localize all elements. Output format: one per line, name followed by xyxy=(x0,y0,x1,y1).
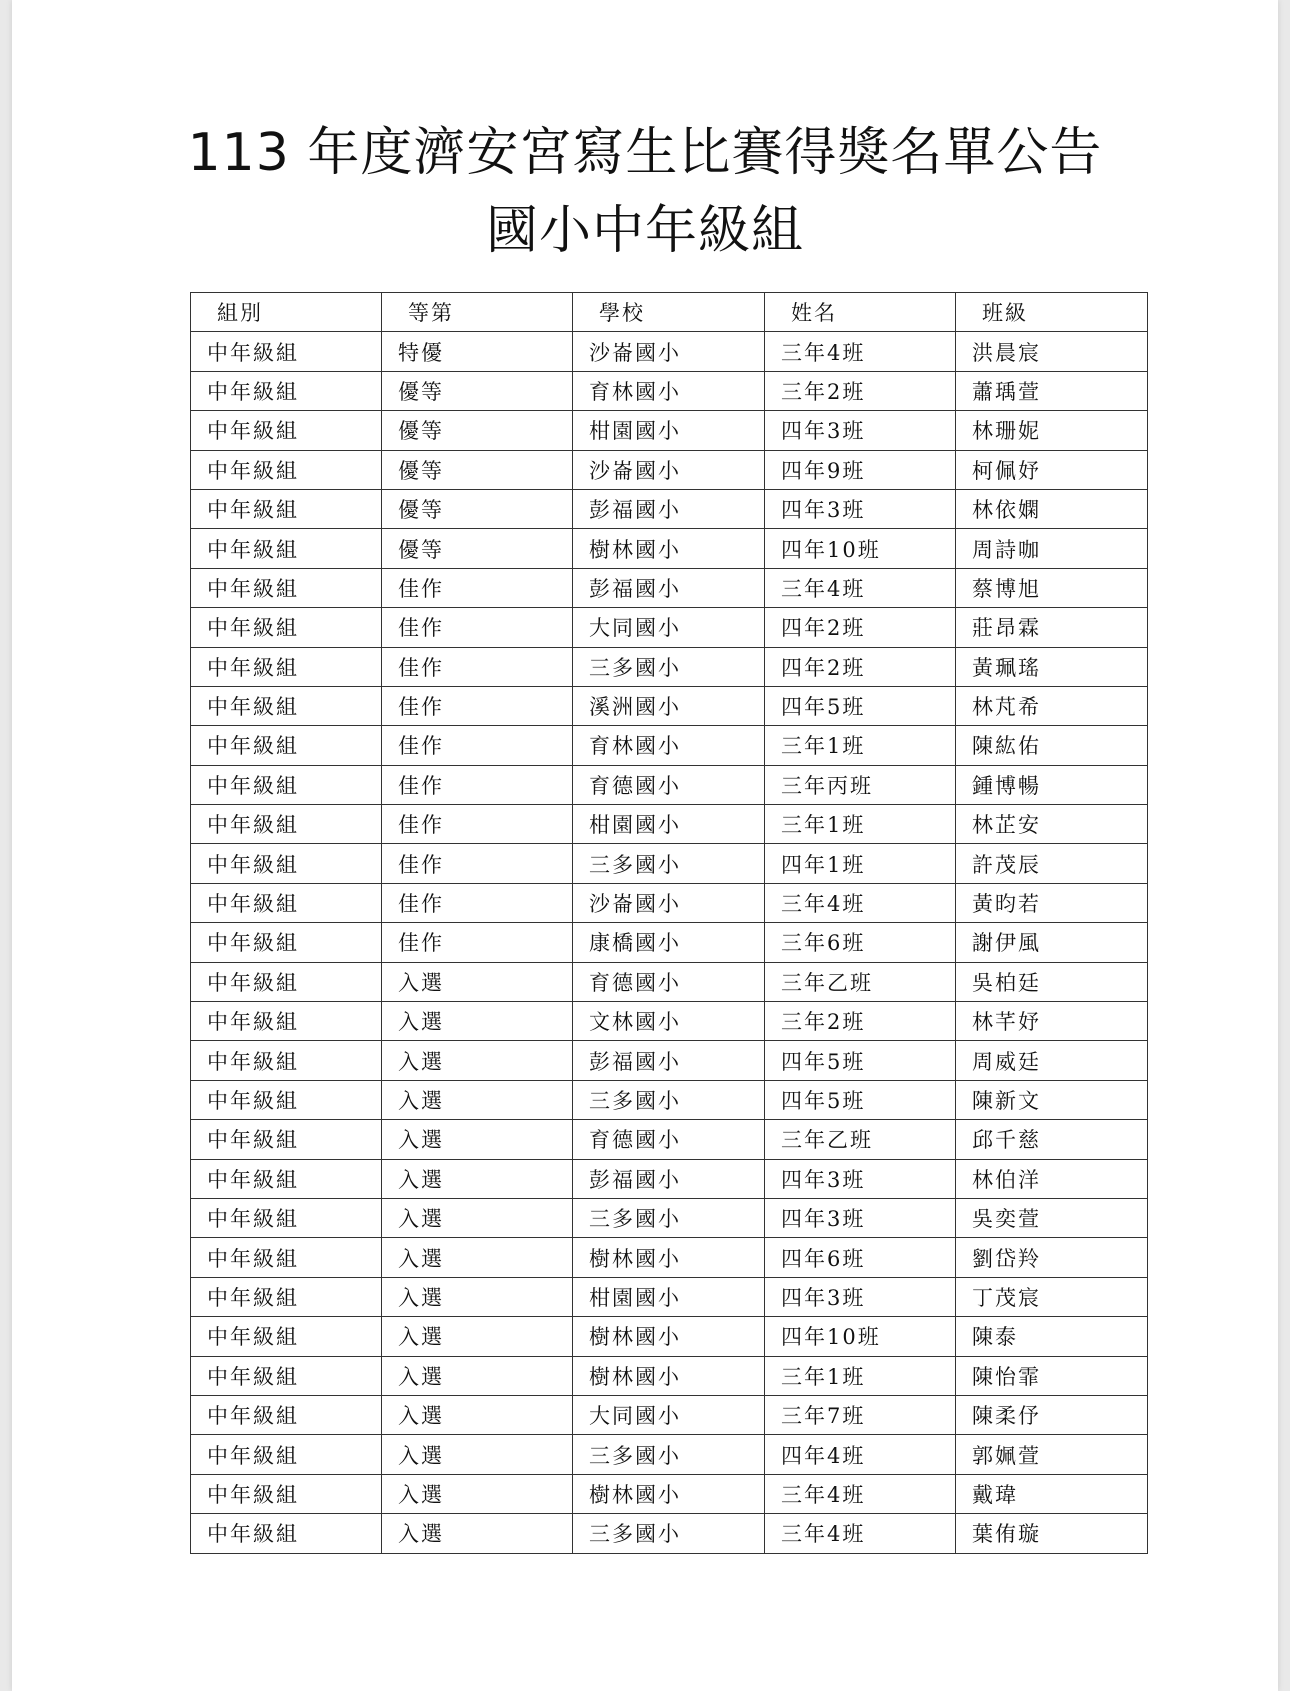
table-row xyxy=(191,1238,1148,1277)
cell-class-name: 三年乙班 xyxy=(765,962,956,1001)
cell-student-name: 洪晨宸 xyxy=(956,332,1148,371)
table-row xyxy=(191,805,1148,844)
cell-student-name: 林芃希 xyxy=(956,686,1148,725)
table-row xyxy=(191,411,1148,450)
cell-student-name: 林依嫻 xyxy=(956,489,1148,528)
table-row xyxy=(191,1435,1148,1474)
cell-school: 育德國小 xyxy=(573,765,765,804)
cell-group: 中年級組 xyxy=(191,1435,382,1474)
table-row xyxy=(191,568,1148,607)
cell-group: 中年級組 xyxy=(191,1474,382,1513)
table-row xyxy=(191,1317,1148,1356)
cell-group: 中年級組 xyxy=(191,608,382,647)
cell-rank: 優等 xyxy=(382,371,573,410)
cell-school: 樹林國小 xyxy=(573,1356,765,1395)
cell-class-name: 四年3班 xyxy=(765,489,956,528)
cell-student-name: 周詩咖 xyxy=(956,529,1148,568)
cell-school: 彭福國小 xyxy=(573,1159,765,1198)
cell-class-name: 三年2班 xyxy=(765,371,956,410)
cell-student-name: 謝伊風 xyxy=(956,923,1148,962)
table-row xyxy=(191,726,1148,765)
cell-student-name: 黃珮瑤 xyxy=(956,647,1148,686)
cell-school: 沙崙國小 xyxy=(573,450,765,489)
cell-student-name: 林芊妤 xyxy=(956,1002,1148,1041)
cell-rank: 入選 xyxy=(382,1317,573,1356)
table-row xyxy=(191,1395,1148,1434)
cell-class-name: 三年7班 xyxy=(765,1395,956,1434)
cell-student-name: 丁茂宸 xyxy=(956,1277,1148,1316)
cell-rank: 佳作 xyxy=(382,844,573,883)
cell-school: 育林國小 xyxy=(573,726,765,765)
document-page xyxy=(12,0,1278,1691)
table-row xyxy=(191,647,1148,686)
cell-group: 中年級組 xyxy=(191,765,382,804)
cell-class-name: 四年4班 xyxy=(765,1435,956,1474)
cell-school: 溪洲國小 xyxy=(573,686,765,725)
cell-class-name: 四年6班 xyxy=(765,1238,956,1277)
cell-rank: 優等 xyxy=(382,529,573,568)
award-list-table xyxy=(190,292,1148,1554)
cell-rank: 優等 xyxy=(382,489,573,528)
header-school: 學校 xyxy=(573,293,765,332)
cell-school: 沙崙國小 xyxy=(573,883,765,922)
cell-school: 三多國小 xyxy=(573,1435,765,1474)
cell-rank: 入選 xyxy=(382,1238,573,1277)
document-title: 113 年度濟安宮寫生比賽得獎名單公告 xyxy=(187,123,1103,183)
cell-school: 柑園國小 xyxy=(573,1277,765,1316)
cell-student-name: 陳怡霏 xyxy=(956,1356,1148,1395)
cell-rank: 佳作 xyxy=(382,923,573,962)
header-class: 班級 xyxy=(956,293,1148,332)
cell-school: 三多國小 xyxy=(573,647,765,686)
table-row xyxy=(191,529,1148,568)
header-name: 姓名 xyxy=(765,293,956,332)
table-row xyxy=(191,1120,1148,1159)
header-group: 組別 xyxy=(191,293,382,332)
cell-rank: 入選 xyxy=(382,1198,573,1237)
cell-school: 三多國小 xyxy=(573,844,765,883)
cell-rank: 入選 xyxy=(382,1002,573,1041)
table-row xyxy=(191,1041,1148,1080)
cell-group: 中年級組 xyxy=(191,332,382,371)
cell-group: 中年級組 xyxy=(191,1159,382,1198)
cell-rank: 入選 xyxy=(382,1041,573,1080)
cell-rank: 佳作 xyxy=(382,568,573,607)
cell-group: 中年級組 xyxy=(191,1080,382,1119)
table-body xyxy=(191,332,1148,1553)
cell-class-name: 四年5班 xyxy=(765,1080,956,1119)
cell-rank: 入選 xyxy=(382,962,573,1001)
cell-group: 中年級組 xyxy=(191,568,382,607)
cell-school: 沙崙國小 xyxy=(573,332,765,371)
cell-student-name: 莊昂霖 xyxy=(956,608,1148,647)
cell-group: 中年級組 xyxy=(191,1238,382,1277)
cell-group: 中年級組 xyxy=(191,726,382,765)
cell-school: 柑園國小 xyxy=(573,805,765,844)
cell-student-name: 吳奕萱 xyxy=(956,1198,1148,1237)
table-row xyxy=(191,1080,1148,1119)
table-row xyxy=(191,1474,1148,1513)
cell-class-name: 三年1班 xyxy=(765,805,956,844)
table-row xyxy=(191,1159,1148,1198)
cell-student-name: 蔡博旭 xyxy=(956,568,1148,607)
cell-rank: 入選 xyxy=(382,1474,573,1513)
cell-rank: 入選 xyxy=(382,1514,573,1553)
cell-group: 中年級組 xyxy=(191,1277,382,1316)
cell-group: 中年級組 xyxy=(191,686,382,725)
cell-class-name: 四年3班 xyxy=(765,1277,956,1316)
cell-school: 樹林國小 xyxy=(573,1474,765,1513)
cell-school: 育德國小 xyxy=(573,962,765,1001)
cell-class-name: 三年6班 xyxy=(765,923,956,962)
table-row xyxy=(191,1002,1148,1041)
cell-class-name: 四年3班 xyxy=(765,411,956,450)
cell-student-name: 邱千慈 xyxy=(956,1120,1148,1159)
table-row xyxy=(191,1277,1148,1316)
cell-student-name: 吳柏廷 xyxy=(956,962,1148,1001)
cell-rank: 佳作 xyxy=(382,686,573,725)
cell-school: 三多國小 xyxy=(573,1080,765,1119)
cell-school: 三多國小 xyxy=(573,1198,765,1237)
cell-class-name: 四年5班 xyxy=(765,1041,956,1080)
cell-class-name: 四年10班 xyxy=(765,529,956,568)
cell-group: 中年級組 xyxy=(191,489,382,528)
cell-group: 中年級組 xyxy=(191,923,382,962)
cell-student-name: 柯佩妤 xyxy=(956,450,1148,489)
cell-school: 大同國小 xyxy=(573,608,765,647)
cell-rank: 特優 xyxy=(382,332,573,371)
cell-rank: 入選 xyxy=(382,1120,573,1159)
cell-class-name: 四年2班 xyxy=(765,608,956,647)
cell-student-name: 郭姵萱 xyxy=(956,1435,1148,1474)
cell-student-name: 周威廷 xyxy=(956,1041,1148,1080)
cell-rank: 佳作 xyxy=(382,647,573,686)
table-row xyxy=(191,608,1148,647)
cell-student-name: 林珊妮 xyxy=(956,411,1148,450)
cell-school: 樹林國小 xyxy=(573,529,765,568)
cell-student-name: 黃昀若 xyxy=(956,883,1148,922)
table-row xyxy=(191,489,1148,528)
cell-group: 中年級組 xyxy=(191,1041,382,1080)
table-row xyxy=(191,844,1148,883)
cell-student-name: 鍾博暢 xyxy=(956,765,1148,804)
table-row xyxy=(191,923,1148,962)
cell-class-name: 四年3班 xyxy=(765,1159,956,1198)
cell-group: 中年級組 xyxy=(191,647,382,686)
cell-student-name: 蕭瑀萱 xyxy=(956,371,1148,410)
cell-student-name: 許茂辰 xyxy=(956,844,1148,883)
cell-school: 樹林國小 xyxy=(573,1317,765,1356)
cell-class-name: 三年1班 xyxy=(765,1356,956,1395)
cell-school: 彭福國小 xyxy=(573,568,765,607)
cell-rank: 佳作 xyxy=(382,726,573,765)
cell-student-name: 陳泰 xyxy=(956,1317,1148,1356)
table-row xyxy=(191,1198,1148,1237)
cell-class-name: 三年1班 xyxy=(765,726,956,765)
cell-class-name: 三年丙班 xyxy=(765,765,956,804)
cell-class-name: 三年4班 xyxy=(765,883,956,922)
table-header-row xyxy=(191,293,1148,332)
cell-student-name: 陳柔伃 xyxy=(956,1395,1148,1434)
cell-student-name: 陳新文 xyxy=(956,1080,1148,1119)
cell-class-name: 三年4班 xyxy=(765,1474,956,1513)
cell-rank: 佳作 xyxy=(382,883,573,922)
cell-rank: 入選 xyxy=(382,1080,573,1119)
cell-class-name: 三年4班 xyxy=(765,1514,956,1553)
cell-class-name: 四年2班 xyxy=(765,647,956,686)
cell-rank: 佳作 xyxy=(382,805,573,844)
table-row xyxy=(191,765,1148,804)
cell-rank: 佳作 xyxy=(382,608,573,647)
cell-class-name: 四年10班 xyxy=(765,1317,956,1356)
cell-school: 育德國小 xyxy=(573,1120,765,1159)
cell-school: 大同國小 xyxy=(573,1395,765,1434)
table-row xyxy=(191,371,1148,410)
cell-rank: 入選 xyxy=(382,1356,573,1395)
cell-rank: 入選 xyxy=(382,1277,573,1316)
cell-rank: 入選 xyxy=(382,1395,573,1434)
cell-student-name: 葉侑璇 xyxy=(956,1514,1148,1553)
header-rank: 等第 xyxy=(382,293,573,332)
cell-rank: 優等 xyxy=(382,411,573,450)
cell-school: 三多國小 xyxy=(573,1514,765,1553)
document-subtitle: 國小中年級組 xyxy=(485,201,804,261)
table-row xyxy=(191,686,1148,725)
cell-group: 中年級組 xyxy=(191,1120,382,1159)
cell-student-name: 戴瑋 xyxy=(956,1474,1148,1513)
table-row xyxy=(191,1514,1148,1553)
cell-group: 中年級組 xyxy=(191,411,382,450)
table-row xyxy=(191,1356,1148,1395)
cell-school: 樹林國小 xyxy=(573,1238,765,1277)
cell-group: 中年級組 xyxy=(191,1198,382,1237)
cell-school: 育林國小 xyxy=(573,371,765,410)
cell-class-name: 四年9班 xyxy=(765,450,956,489)
cell-group: 中年級組 xyxy=(191,1395,382,1434)
cell-class-name: 三年4班 xyxy=(765,568,956,607)
cell-class-name: 三年乙班 xyxy=(765,1120,956,1159)
cell-class-name: 三年2班 xyxy=(765,1002,956,1041)
cell-group: 中年級組 xyxy=(191,805,382,844)
cell-group: 中年級組 xyxy=(191,1514,382,1553)
cell-rank: 佳作 xyxy=(382,765,573,804)
cell-group: 中年級組 xyxy=(191,371,382,410)
table-row xyxy=(191,883,1148,922)
table-row xyxy=(191,332,1148,371)
cell-rank: 入選 xyxy=(382,1435,573,1474)
cell-class-name: 三年4班 xyxy=(765,332,956,371)
cell-school: 彭福國小 xyxy=(573,489,765,528)
cell-group: 中年級組 xyxy=(191,1356,382,1395)
cell-group: 中年級組 xyxy=(191,883,382,922)
cell-rank: 入選 xyxy=(382,1159,573,1198)
cell-class-name: 四年3班 xyxy=(765,1198,956,1237)
table-row xyxy=(191,962,1148,1001)
cell-school: 柑園國小 xyxy=(573,411,765,450)
cell-group: 中年級組 xyxy=(191,844,382,883)
cell-group: 中年級組 xyxy=(191,450,382,489)
cell-group: 中年級組 xyxy=(191,1002,382,1041)
cell-student-name: 陳紘佑 xyxy=(956,726,1148,765)
table-row xyxy=(191,450,1148,489)
cell-school: 文林國小 xyxy=(573,1002,765,1041)
cell-school: 康橋國小 xyxy=(573,923,765,962)
cell-group: 中年級組 xyxy=(191,1317,382,1356)
cell-rank: 優等 xyxy=(382,450,573,489)
cell-class-name: 四年5班 xyxy=(765,686,956,725)
cell-group: 中年級組 xyxy=(191,529,382,568)
cell-group: 中年級組 xyxy=(191,962,382,1001)
cell-student-name: 林芷安 xyxy=(956,805,1148,844)
cell-student-name: 劉岱羚 xyxy=(956,1238,1148,1277)
cell-class-name: 四年1班 xyxy=(765,844,956,883)
cell-school: 彭福國小 xyxy=(573,1041,765,1080)
cell-student-name: 林伯洋 xyxy=(956,1159,1148,1198)
